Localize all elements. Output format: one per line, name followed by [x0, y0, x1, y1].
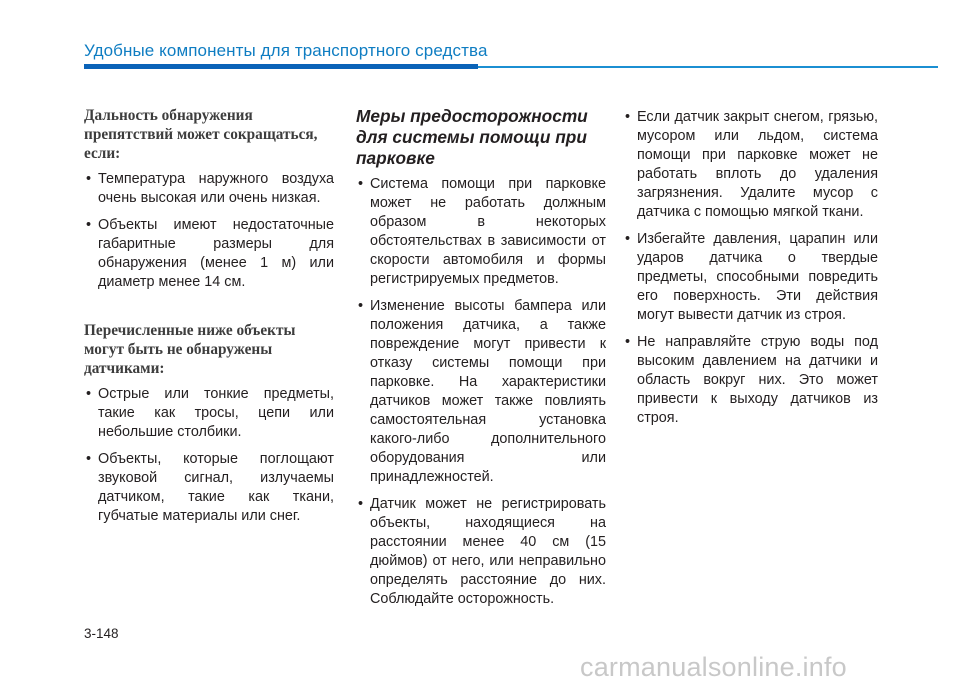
list-item: • Датчик может не регистрировать объекты, находящиеся на расстоянии менее 40 см (15 дюймов) от него, или неправильно определять расстояние до них. Соблюдайте осторожность. — [356, 495, 606, 609]
undetected-objects-list — [84, 385, 334, 526]
detection-range-list — [84, 170, 334, 292]
list-item: • Температура наружного воздуха очень высокая или очень низкая. — [84, 170, 334, 208]
column-3 — [623, 106, 878, 436]
column-1 — [84, 106, 334, 534]
watermark: carmanualsonline.info — [580, 652, 847, 682]
sensor-care-list — [623, 108, 878, 428]
list-item: • Объекты, которые поглощают звуковой сигнал, излучаемы датчиком, такие как ткани, губчатые материалы или снег. — [84, 450, 334, 526]
detection-range-heading: Дальность обнаружения препятствий может сокращаться, если: — [84, 107, 318, 162]
undetected-objects-heading: Перечисленные ниже объекты могут быть не обнаружены датчиками: — [84, 322, 296, 377]
list-item: • Избегайте давления, царапин или ударов датчика о твердые предметы, способными повредить его поверхность. Эти действия могут вывести датчик из строя. — [623, 230, 878, 325]
section-title: Удобные компоненты для транспортного средства — [84, 41, 488, 60]
header-rule-light — [478, 66, 938, 68]
list-item: • Если датчик закрыт снегом, грязью, мусором или льдом, система помощи при парковке может не работать вплоть до удаления загрязнения. Удалите мусор с датчика с помощью мягкой ткани. — [623, 108, 878, 222]
column-2 — [356, 106, 606, 617]
list-item: • Система помощи при парковке может не работать должным образом в некоторых обстоятельствах в зависимости от скорости автомобиля и формы регистрируемых предметов. — [356, 175, 606, 289]
list-item: • Не направляйте струю воды под высоким давлением на датчики и область вокруг них. Это может привести к выходу датчиков из строя. — [623, 333, 878, 428]
page-number: 3-148 — [84, 626, 119, 641]
list-item: • Объекты имеют недостаточные габаритные размеры для обнаружения (менее 1 м) или диаметр менее 14 см. — [84, 216, 334, 292]
header-rule-dark — [84, 64, 478, 69]
precautions-heading: Меры предосторожности для системы помощи при парковке — [356, 106, 588, 168]
list-item: • Острые или тонкие предметы, такие как тросы, цепи или небольшие столбики. — [84, 385, 334, 442]
list-item: • Изменение высоты бампера или положения датчика, а также повреждение могут привести к отказу системы помощи при парковке. На характеристики датчиков может также повлиять самостоятельная установка какого-либо дополнительного оборудования или принадлежностей. — [356, 297, 606, 487]
precautions-list — [356, 175, 606, 609]
